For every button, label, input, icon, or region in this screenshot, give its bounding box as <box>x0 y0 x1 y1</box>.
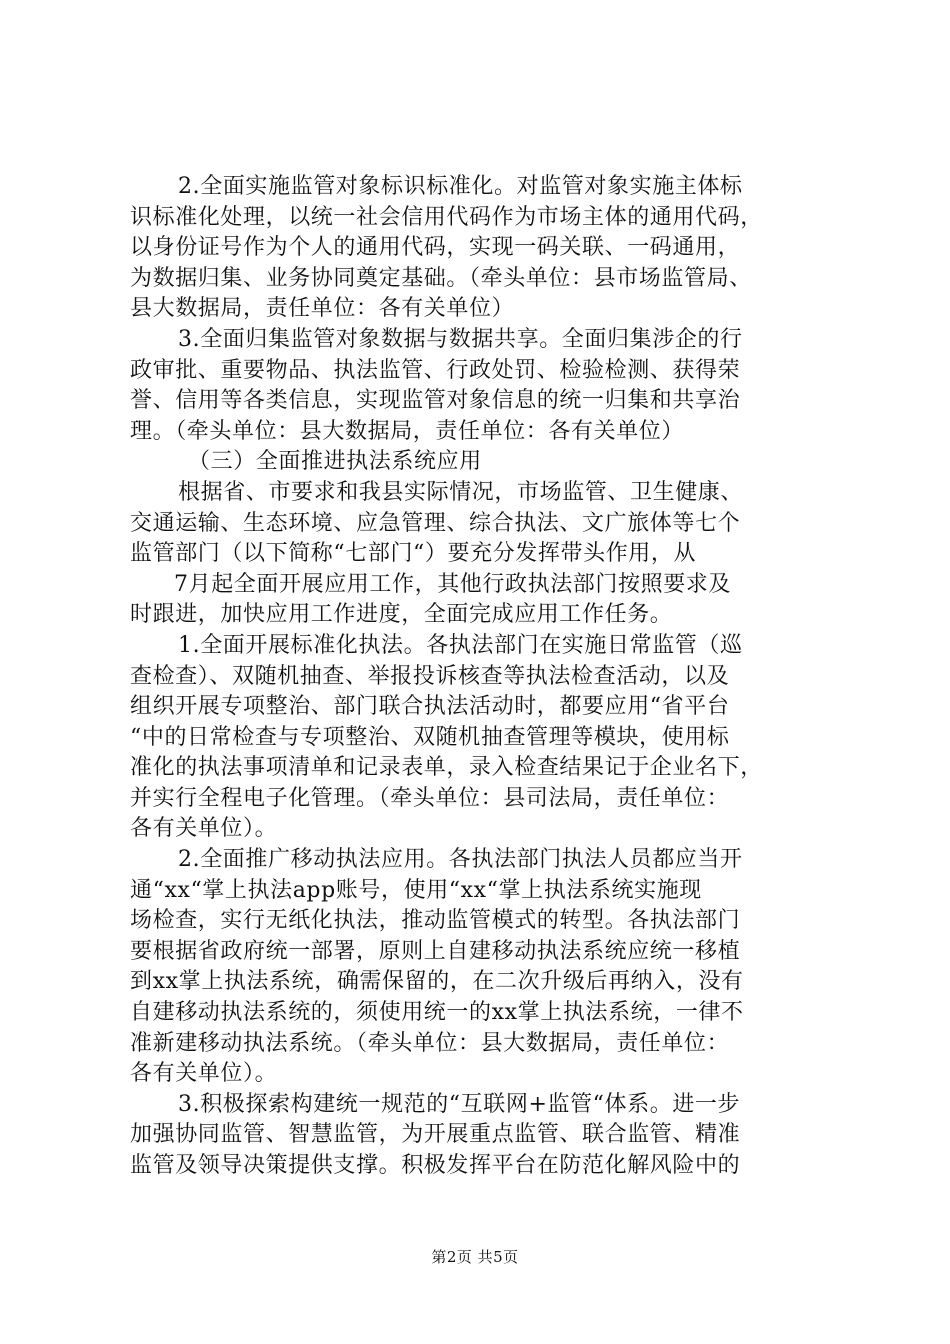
paragraph-line: 3.积极探索构建统一规范的“互联网+监管“体系。进一步 <box>178 1091 741 1117</box>
paragraph-line: 到xx掌上执法系统，确需保留的，在二次升级后再纳入，没有 <box>130 969 744 995</box>
paragraph-line: 为数据归集、业务协同奠定基础。（牵头单位：县市场监管局、 <box>130 265 752 291</box>
paragraph-line: 监管部门（以下简称“七部门“）要充分发挥带头作用，从 <box>130 541 697 567</box>
paragraph-line: 组织开展专项整治、部门联合执法活动时，都要应用“省平台 <box>130 694 730 720</box>
paragraph-line: 通“xx“掌上执法app账号，使用“xx“掌上执法系统实施现 <box>130 877 702 903</box>
section-heading: （三）全面推进执法系统应用 <box>188 449 482 475</box>
paragraph-line: 以身份证号作为个人的通用代码，实现一码关联、一码通用， <box>130 235 741 261</box>
paragraph-line: 各有关单位）。 <box>130 816 278 842</box>
paragraph-line: 誉、信用等各类信息，实现监管对象信息的统一归集和共享治 <box>130 388 741 414</box>
paragraph-line: 3.全面归集监管对象数据与数据共享。全面归集涉企的行 <box>178 326 743 352</box>
paragraph-line: 交通运输、生态环境、应急管理、综合执法、文广旅体等七个 <box>130 510 741 536</box>
paragraph-line: 7月起全面开展应用工作，其他行政执法部门按照要求及 <box>174 571 731 597</box>
paragraph-line: 2.全面实施监管对象标识标准化。对监管对象实施主体标 <box>178 174 743 199</box>
paragraph-line: 要根据省政府统一部署，原则上自建移动执法系统应统一移植 <box>130 938 741 964</box>
paragraph-line: 监管及领导决策提供支撑。积极发挥平台在防范化解风险中的 <box>130 1153 741 1178</box>
paragraph-line: 查检查）、双随机抽查、举报投诉核查等执法检查活动，以及 <box>130 663 730 689</box>
paragraph-line: 政审批、重要物品、执法监管、行政处罚、检验检测、获得荣 <box>130 357 741 383</box>
paragraph-line: 根据省、市要求和我县实际情况，市场监管、卫生健康、 <box>178 479 744 505</box>
paragraph-line: 准化的执法事项清单和记录表单，录入检查结果记于企业名下， <box>130 755 763 781</box>
paragraph-line: 理。（牵头单位：县大数据局，责任单位：各有关单位） <box>130 418 685 444</box>
document-body <box>130 172 830 1182</box>
paragraph-line: 并实行全程电子化管理。（牵头单位：县司法局，责任单位： <box>130 785 730 811</box>
paragraph-line: “中的日常检查与专项整治、双随机抽查管理等模块，使用标 <box>130 724 730 750</box>
paragraph-line: 加强协同监管、智慧监管，为开展重点监管、联合监管、精准 <box>130 1122 741 1148</box>
paragraph-line: 各有关单位）。 <box>130 1061 278 1087</box>
paragraph-line: 2.全面推广移动执法应用。各执法部门执法人员都应当开 <box>178 847 743 873</box>
paragraph-line: 1.全面开展标准化执法。各执法部门在实施日常监管（巡 <box>178 632 743 658</box>
paragraph-line: 时跟进，加快应用工作进度，全面完成应用工作任务。 <box>130 602 673 628</box>
page-footer: 第2页 共5页 <box>431 1248 519 1266</box>
paragraph-line: 场检查，实行无纸化执法，推动监管模式的转型。各执法部门 <box>130 908 741 934</box>
paragraph-line: 县大数据局，责任单位：各有关单位） <box>130 296 515 322</box>
paragraph-line: 准新建移动执法系统。（牵头单位：县大数据局，责任单位： <box>130 1030 730 1056</box>
paragraph-line: 识标准化处理，以统一社会信用代码作为市场主体的通用代码， <box>130 204 763 230</box>
paragraph-line: 自建移动执法系统的，须使用统一的xx掌上执法系统，一律不 <box>130 1000 744 1026</box>
